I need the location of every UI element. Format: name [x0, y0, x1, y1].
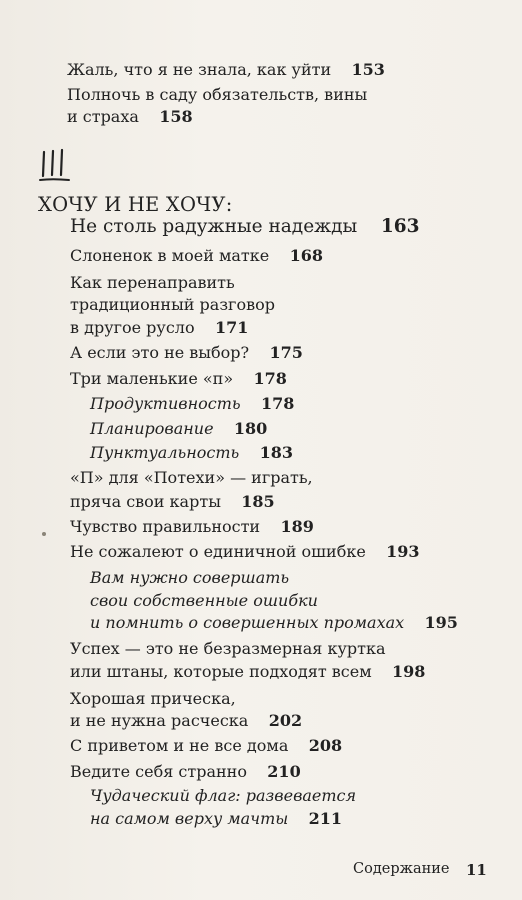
running-footer: Содержание: [353, 861, 450, 877]
toc-page-number: 158: [159, 107, 193, 126]
toc-page-number: 153: [351, 60, 385, 79]
toc-entry-text: Три маленькие «п»: [70, 369, 234, 388]
toc-entry-text: на самом верху мачты: [90, 809, 289, 828]
toc-entry-text: и не нужна расческа: [70, 711, 249, 730]
toc-entry: [70, 541, 420, 563]
toc-entry-text: Не сожалеют о единичной ошибке: [70, 542, 366, 561]
toc-entry-text: традиционный разговор: [70, 295, 275, 314]
toc-entry-text: или штаны, которые подходят всем: [70, 662, 372, 681]
toc-entry: [70, 661, 425, 683]
toc-subentry: [90, 785, 356, 807]
toc-subentry: [90, 590, 318, 612]
section-heading: ХОЧУ И НЕ ХОЧУ:: [38, 193, 233, 216]
toc-entry-text: Пунктуальность: [90, 443, 240, 462]
toc-entry-text: Жаль, что я не знала, как уйти: [67, 60, 332, 79]
toc-entry-text: в другое русло: [70, 318, 195, 337]
toc-entry-text: С приветом и не все дома: [70, 736, 289, 755]
toc-page-number: 180: [233, 419, 268, 438]
toc-page-number: 211: [308, 809, 343, 828]
toc-page-number: 163: [380, 216, 420, 237]
toc-entry-text: А если это не выбор?: [70, 343, 250, 362]
toc-entry-text: Хорошая прическа,: [70, 689, 236, 708]
toc-entry: [70, 272, 235, 294]
toc-page-number: 171: [214, 318, 249, 337]
toc-subentry: [90, 612, 458, 634]
toc-entry-text: «П» для «Потехи» — играть,: [70, 468, 313, 487]
page-number: 11: [466, 861, 487, 879]
toc-entry-text: Планирование: [90, 419, 214, 438]
toc-entry-text: пряча свои карты: [70, 492, 221, 511]
toc-entry: [70, 317, 248, 339]
handwritten-section-numeral: [38, 148, 72, 186]
toc-page-number: 185: [241, 492, 275, 511]
toc-entry: [70, 467, 313, 489]
toc-page-number: 189: [280, 517, 314, 536]
chapter-title-text: Не столь радужные надежды: [70, 216, 358, 237]
toc-subentry: [90, 567, 289, 589]
toc-entry-text: Продуктивность: [90, 394, 241, 413]
toc-entry: [70, 735, 342, 757]
toc-entry-text: Ведите себя странно: [70, 762, 247, 781]
toc-entry: [70, 710, 302, 732]
toc-entry: [70, 491, 275, 513]
toc-page-number: 175: [269, 343, 303, 362]
toc-entry-text: Слоненок в моей матке: [70, 246, 270, 265]
toc-entry-text: Чувство правильности: [70, 517, 261, 536]
toc-entry-text: и страха: [67, 107, 139, 126]
toc-subentry: [90, 808, 342, 830]
toc-entry: [70, 516, 314, 538]
toc-entry-text: Вам нужно совершать: [90, 568, 290, 587]
toc-page-number: 168: [289, 246, 323, 265]
toc-page-number: 202: [268, 711, 303, 730]
toc-entry: [70, 638, 386, 660]
toc-subentry: [90, 393, 294, 415]
toc-entry-text: Чудаческий флаг: развевается: [90, 786, 357, 805]
toc-entry-text: Полночь в саду обязательств, вины: [67, 85, 368, 104]
toc-entry-text: и помнить о совершенных промахах: [90, 613, 405, 632]
toc-entry: [70, 245, 323, 267]
toc-entry: [70, 342, 303, 364]
toc-entry: [67, 106, 193, 128]
toc-entry: [70, 761, 301, 783]
toc-page-number: 193: [386, 542, 420, 561]
toc-page-number: 183: [259, 443, 293, 462]
chapter-title: [70, 216, 419, 237]
page-mark: [42, 532, 46, 536]
toc-entry: [70, 688, 236, 710]
toc-page-number: 210: [267, 762, 301, 781]
toc-page-number: 208: [308, 736, 343, 755]
toc-entry: [70, 294, 275, 316]
toc-page-number: 178: [260, 394, 295, 413]
toc-entry: [67, 59, 385, 81]
toc-subentry: [90, 418, 267, 440]
toc-entry-text: свои собственные ошибки: [90, 591, 318, 610]
toc-subentry: [90, 442, 293, 464]
toc-entry: [70, 368, 287, 390]
toc-entry: [67, 84, 367, 106]
toc-page-number: 195: [424, 613, 458, 632]
toc-entry-text: Успех — это не безразмерная куртка: [70, 639, 386, 658]
toc-entry-text: Как перенаправить: [70, 273, 235, 292]
toc-page-number: 198: [391, 662, 426, 681]
toc-page-number: 178: [253, 369, 287, 388]
